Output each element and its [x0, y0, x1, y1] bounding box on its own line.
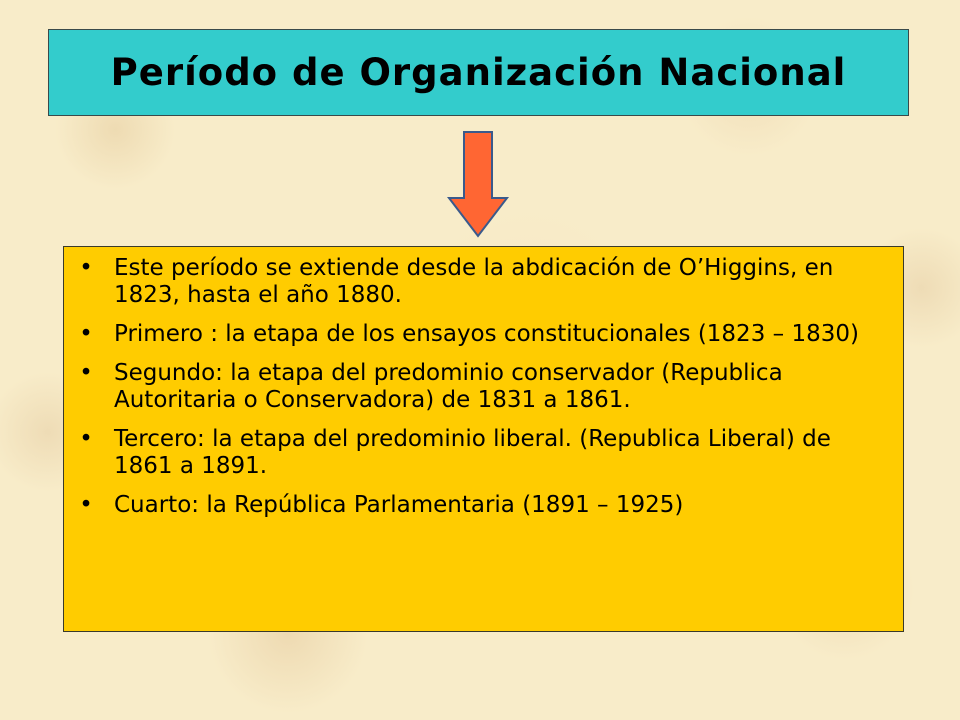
title-box — [48, 29, 909, 116]
bullet-item — [76, 492, 883, 519]
bullet-list — [64, 247, 903, 519]
bullet-text: Este período se extiende desde la abdicación de O’Higgins, en 1823, hasta el año 1880. — [114, 255, 834, 308]
bullet-text: Primero : la etapa de los ensayos constitucionales (1823 – 1830) — [114, 321, 859, 347]
bullet-text: Segundo: la etapa del predominio conservador (Republica Autoritaria o Conservadora) de 1831 a 1861. — [114, 360, 783, 413]
bullet-dot: • — [79, 492, 93, 518]
bullet-item — [76, 255, 883, 309]
bullet-item — [76, 360, 883, 414]
bullet-text: Tercero: la etapa del predominio liberal. (Republica Liberal) de 1861 a 1891. — [114, 426, 831, 479]
bullet-dot: • — [79, 255, 93, 281]
slide-title: Período de Organización Nacional — [110, 51, 847, 94]
bullet-dot: • — [79, 321, 93, 347]
bullet-item — [76, 426, 883, 480]
bullet-item — [76, 321, 883, 348]
bullet-text: Cuarto: la República Parlamentaria (1891 – 1925) — [114, 492, 684, 518]
down-arrow-icon — [446, 130, 510, 240]
content-box — [63, 246, 904, 632]
bullet-dot: • — [79, 360, 93, 386]
bullet-dot: • — [79, 426, 93, 452]
